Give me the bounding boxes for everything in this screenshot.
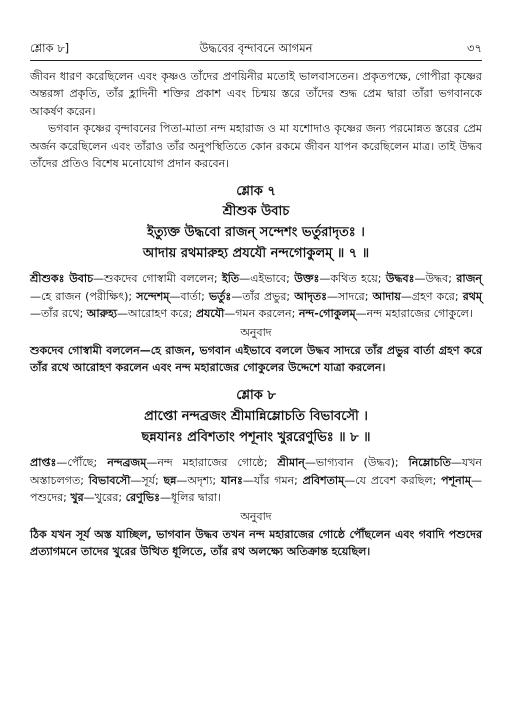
verse-7-number: শ্লোক ৭ [236,184,276,200]
word-term: প্রবিশতাম্ [302,473,345,487]
word-gloss: —অদৃশ্য; [176,473,221,487]
header-rule [30,60,482,61]
verse-7-line-2: আদায় রথমারুহ্য প্রযযৌ নন্দগোকুলম্ ॥ ৭ ॥ [142,246,370,262]
word-term: আরুহ্য [86,307,118,321]
verse-8-word-meanings [30,454,482,506]
word-gloss: —ভাগ্যবান (উদ্ধব); [304,456,409,470]
verse-7-speaker: শ্রীশুক উবাচ [222,204,290,220]
word-term: যানঃ [220,473,243,487]
word-gloss: —আরোহণ করে; [117,307,196,321]
word-gloss: —তাঁর রথে; [30,307,87,321]
header-chapter-title: উদ্ধবের বৃন্দাবনে আগমন [199,41,313,55]
purport-paragraph-2: ভগবান কৃষ্ণের বৃন্দাবনের পিতা-মাতা নন্দ মহারাজ ও মা যশোদাও কৃষ্ণের জন্য পরমোন্নত স্তরের প্রেম অর্জন করেছিলেন এবং তাঁরাও তাঁর অনুপস্থিতিতে কোন রকমে জীবন যাপন করেছিলেন মাত্র। তাই উদ্ধব তাঁদের প্রতিও বিশেষ মনোযোগ প্রদান করবেন। [30,122,482,171]
word-gloss: —উদ্ধব; [414,272,457,286]
word-gloss: —সূর্য; [130,473,164,487]
verse-8-line-2: ছন্নযানঃ প্রবিশতাং পশূনাং খুররেণুভিঃ ॥ ৮ ॥ [141,430,371,446]
word-gloss: —তাঁর প্রভুর; [231,289,295,303]
page-content [30,68,482,561]
word-gloss: —কথিত হয়ে; [319,272,386,286]
word-gloss: —যাঁর গমন; [242,473,303,487]
word-term: নন্দব্রজম্ [107,456,147,470]
word-gloss: —হে রাজন (পরীক্ষিৎ); [30,289,137,303]
word-gloss: —নন্দ মহারাজের গোকুলে। [355,307,473,321]
word-term: উক্তঃ [294,272,320,286]
word-gloss: —খুরের; [83,491,126,505]
word-term: উদ্ধবঃ [385,272,415,286]
word-gloss: —নন্দ মহারাজের গোষ্ঠে; [146,456,278,470]
word-gloss: —পশুদের; [30,473,482,505]
word-term: ইতি [222,272,240,286]
word-gloss: —গমন করলেন; [224,307,299,321]
word-term: প্রযযৌ [195,307,225,321]
word-term: বিভাবসৌ [88,473,131,487]
verse-7-word-meanings [30,270,482,322]
header-page-number: ৩৭ [467,41,482,55]
word-term: শ্রীমান্ [277,456,305,470]
word-gloss: —যখন অস্তাচলগত; [30,456,482,487]
word-term: প্রাপ্তঃ [30,456,57,470]
word-term: শ্রীশুকঃ উবাচ [30,272,94,286]
word-term: আদৃতঃ [294,289,327,303]
word-term: পশূনাম্ [441,473,471,487]
word-term: রথম্ [462,289,482,303]
word-gloss: —যে প্রবেশ করছিল; [344,473,442,487]
word-term: খুর [70,491,84,505]
word-term: আদায় [372,289,401,303]
page-header [30,40,482,58]
header-verse-ref: শ্লোক ৮] [30,41,70,55]
word-term: ভর্তুঃ [208,289,232,303]
word-gloss: —এইভাবে; [239,272,295,286]
verse-7-translation-label: অনুবাদ [240,325,272,339]
word-gloss: —পৌঁছে; [56,456,108,470]
verse-7-translation: শুকদেব গোস্বামী বললেন—হে রাজন, ভগবান এইভাবে বললে উদ্ধব সাদরে তাঁর প্রভুর বার্তা গ্রহণ করে তাঁর রথে আরোহণ করলেন এবং নন্দ মহারাজের গোকুলের উদ্দেশে যাত্রা করলেন। [30,343,482,375]
word-gloss: —বার্তা; [169,289,209,303]
word-term: ছন্ন [163,473,177,487]
word-term: রেণুভিঃ [125,491,160,505]
word-gloss: —সাদরে; [327,289,373,303]
word-gloss: —ধূলির দ্বারা। [160,491,221,505]
word-term: রাজন্ [456,272,482,286]
verse-8-number: শ্লোক ৮ [236,388,276,404]
word-term: সন্দেশম্ [136,289,170,303]
word-gloss: —গ্রহণ করে; [400,289,463,303]
verse-7-line-1: ইত্যুক্ত উদ্ধবো রাজন্ সন্দেশং ভর্তুরাদৃতঃ । [147,225,365,241]
verse-8-translation-label: অনুবাদ [240,509,272,523]
word-gloss: —শুকদেব গোস্বামী বললেন; [93,272,222,286]
verse-8-translation: ঠিক যখন সূর্য অস্ত যাচ্ছিল, ভাগবান উদ্ধব তখন নন্দ মহারাজের গোষ্ঠে পৌঁছলেন এবং গবাদি পশুদের প্রত্যাগমনে তাদের খুরের উত্থিত ধূলিতে, তাঁর রথ অলক্ষ্যে অতিক্রান্ত হয়েছিল। [30,527,482,559]
purport-paragraph-1: জীবন ধারণ করেছিলেন এবং কৃষ্ণও তাঁদের প্রণয়িনীর মতোই ভালবাসতেন। প্রকৃতপক্ষে, গোপীরা কৃষ্ণের অন্তরঙ্গা প্রকৃতি, তাঁর হ্লাদিনী শক্তির প্রকাশ এবং চিন্ময় স্তরে তাঁদের শুদ্ধ প্রেম দ্বারা তাঁরা ভগবানকে আকর্ষণ করেন। [30,70,482,118]
verse-8-line-1: প্রাপ্তো নন্দব্রজং শ্রীমান্নিম্লোচতি বিভাবসৌ । [144,409,368,425]
word-term: নিম্লোচতি [408,456,451,470]
word-term: নন্দ-গোকুলম্ [298,307,356,321]
